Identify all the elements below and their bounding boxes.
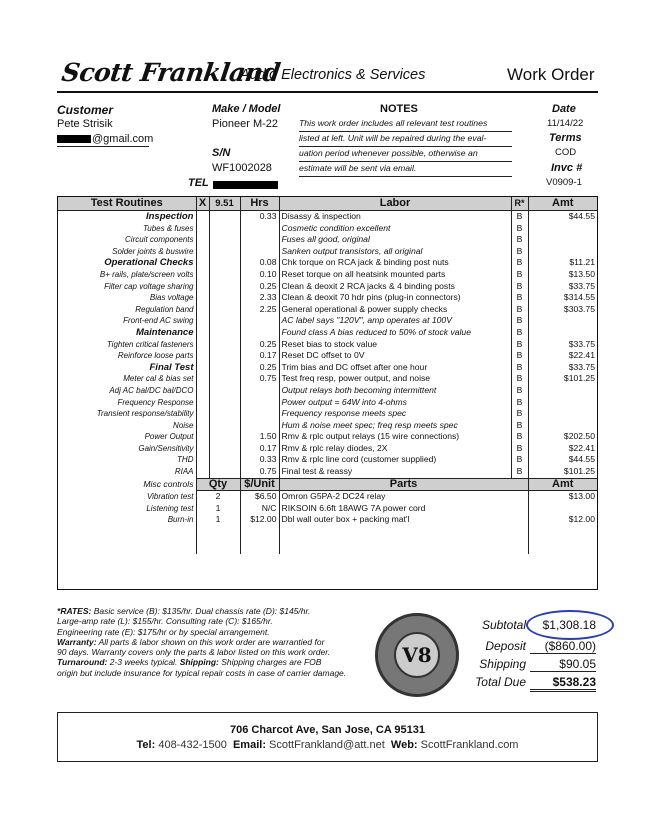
x-cell	[196, 397, 209, 409]
col-parts-amt: Amt	[528, 478, 597, 491]
terms-value: COD	[555, 147, 577, 158]
hrs-cell	[240, 397, 279, 409]
rate-cell	[209, 397, 240, 409]
notes-label: NOTES	[380, 103, 418, 115]
rate-cell	[209, 454, 240, 466]
routine-cell: Burn-in	[167, 515, 194, 525]
hrs-cell: 0.25	[240, 281, 279, 293]
x-cell	[196, 350, 209, 362]
rates-line: 2-3 weeks typical.	[109, 657, 178, 668]
labor-row	[58, 385, 597, 397]
labor-cell: AC label says "120V", amp operates at 100V	[279, 315, 511, 327]
x-cell	[196, 362, 209, 374]
footer-email-link[interactable]: ScottFrankland@att.net	[269, 739, 385, 751]
tel-label: TEL	[188, 177, 209, 189]
qty-cell: 1	[196, 503, 240, 515]
parts-header	[58, 478, 597, 491]
r-cell: B	[511, 385, 528, 397]
x-cell	[196, 304, 209, 316]
footer-web-label: Web:	[390, 739, 418, 751]
labor-cell: Clean & deoxit 2 RCA jacks & 4 binding posts	[279, 281, 511, 293]
footer-web-link[interactable]: ScottFrankland.com	[420, 739, 519, 751]
amt-cell	[528, 397, 597, 409]
notes-line: This work order includes all relevant test routines	[299, 116, 512, 132]
x-cell	[196, 454, 209, 466]
routine-cell: Reinforce loose parts	[117, 351, 194, 361]
customer-label: Customer	[57, 103, 114, 117]
rate-cell	[209, 211, 240, 223]
rate-cell	[209, 373, 240, 385]
rates-line: Engineering rate (E): $175/hr or by special arrangement.	[57, 626, 270, 637]
turnaround-label: Turnaround:	[57, 657, 108, 668]
part-cell: RIKSOIN 6.6ft 18AWG 7A power cord	[279, 503, 528, 515]
amt-cell: $44.55	[528, 211, 597, 223]
labor-row	[58, 315, 597, 327]
x-cell	[196, 234, 209, 246]
routine-cell: Listening test	[146, 503, 194, 513]
routine-cell: Adj AC bal/DC bal/DCO	[109, 385, 194, 395]
x-cell	[196, 211, 209, 223]
rate-cell	[209, 257, 240, 269]
terms-label: Terms	[549, 132, 582, 144]
r-cell: B	[511, 362, 528, 374]
rates-line: origin but include insurance for typical repair costs in case of carrier damage.	[57, 667, 347, 678]
table-header	[58, 197, 597, 211]
hrs-cell: 0.75	[240, 466, 279, 478]
rates-star: *	[57, 606, 61, 616]
amt-cell	[528, 246, 597, 258]
amt-cell	[528, 408, 597, 420]
x-cell	[196, 443, 209, 455]
hrs-cell	[240, 327, 279, 339]
rate-cell	[209, 327, 240, 339]
col-unit: $/Unit	[240, 478, 279, 491]
labor-cell: Reset DC offset to 0V	[279, 350, 511, 362]
r-cell: B	[511, 454, 528, 466]
hrs-cell	[240, 420, 279, 432]
customer-name: Pete Strisik	[57, 118, 113, 130]
rate-cell	[209, 408, 240, 420]
amt-cell: $22.41	[528, 443, 597, 455]
notes-line: listed at left. Unit will be repaired during the eval-	[299, 131, 512, 147]
x-cell	[196, 373, 209, 385]
amt-cell	[528, 420, 597, 432]
date-label: Date	[552, 103, 576, 115]
hrs-cell: 0.10	[240, 269, 279, 281]
col-x: X	[196, 197, 209, 211]
unit-cell: $12.00	[240, 514, 279, 526]
r-cell: B	[511, 223, 528, 235]
rate-cell	[209, 431, 240, 443]
model-value: Pioneer M-22	[212, 118, 279, 130]
col-amt: Amt	[528, 197, 597, 211]
rate-cell	[209, 362, 240, 374]
model-label: Make / Model	[212, 103, 281, 115]
r-cell: B	[511, 211, 528, 223]
routine-cell: Tighten critical fasteners	[106, 339, 194, 349]
labor-cell: Output relays both becoming intermittent	[279, 385, 511, 397]
x-cell	[196, 339, 209, 351]
subtotal-value: $1,308.18	[542, 618, 596, 632]
part-amt-cell: $13.00	[528, 491, 597, 503]
page-title: Work Order	[507, 65, 595, 84]
hrs-cell: 0.17	[240, 350, 279, 362]
routine-cell: Meter cal & bias set	[123, 374, 194, 384]
hrs-cell	[240, 246, 279, 258]
amt-cell: $202.50	[528, 431, 597, 443]
col-labor: Labor	[279, 197, 511, 211]
amt-cell: $33.75	[528, 339, 597, 351]
col-parts: Parts	[279, 478, 528, 491]
x-cell	[196, 246, 209, 258]
labor-row	[58, 304, 597, 316]
routine-cell: Regulation band	[135, 304, 194, 314]
parts-row	[58, 491, 597, 503]
hrs-cell	[240, 385, 279, 397]
labor-row	[58, 339, 597, 351]
labor-row	[58, 362, 597, 374]
routine-cell: Circuit components	[125, 235, 194, 245]
header-rule	[57, 91, 598, 93]
redaction-bar	[57, 135, 91, 143]
x-cell	[196, 257, 209, 269]
parts-row	[58, 503, 597, 515]
routine-cell: Vibration test	[146, 492, 194, 501]
routine-cell: Final Test	[149, 361, 194, 373]
r-cell: B	[511, 269, 528, 281]
r-cell: B	[511, 443, 528, 455]
routine-cell: Tubes & fuses	[142, 223, 194, 233]
routine-cell: Filter cap voltage sharing	[104, 281, 194, 291]
sn-label: S/N	[212, 147, 231, 159]
r-cell: B	[511, 408, 528, 420]
hrs-cell	[240, 223, 279, 235]
labor-cell: Rmv & rplc relay diodes, 2X	[279, 443, 511, 455]
amt-cell	[528, 223, 597, 235]
rate-cell	[209, 281, 240, 293]
hrs-cell: 2.25	[240, 304, 279, 316]
part-cell: Omron G5PA-2 DC24 relay	[279, 491, 528, 503]
labor-cell: Reset torque on all heatsink mounted parts	[279, 269, 511, 281]
tagline: Audio Electronics & Services	[240, 67, 426, 83]
amt-cell: $314.55	[528, 292, 597, 304]
hrs-cell	[240, 408, 279, 420]
labor-row	[58, 269, 597, 281]
routine-cell: Noise	[173, 420, 194, 430]
seal-center: V8	[394, 632, 440, 678]
amt-cell: $44.55	[528, 454, 597, 466]
labor-cell: General operational & power supply checks	[279, 304, 511, 316]
r-cell: B	[511, 281, 528, 293]
routine-cell: Inspection	[145, 211, 194, 222]
x-cell	[196, 408, 209, 420]
rate-cell	[209, 339, 240, 351]
hrs-cell: 0.25	[240, 339, 279, 351]
tel-redaction	[213, 181, 278, 189]
r-cell: B	[511, 246, 528, 258]
col-r: R*	[511, 197, 528, 211]
hrs-cell: 1.50	[240, 431, 279, 443]
invoice-label: Invc #	[551, 162, 583, 174]
amt-cell: $11.21	[528, 257, 597, 269]
x-cell	[196, 420, 209, 432]
r-cell: B	[511, 292, 528, 304]
labor-row	[58, 420, 597, 432]
routine-cell: Gain/Sensitivity	[138, 443, 194, 453]
r-cell: B	[511, 350, 528, 362]
labor-cell: Chk torque on RCA jack & binding post nuts	[279, 257, 511, 269]
x-cell	[196, 269, 209, 281]
labor-cell: Test freq resp, power output, and noise	[279, 373, 511, 385]
shipping-label: Shipping	[479, 657, 526, 671]
part-amt-cell	[528, 503, 597, 515]
rates-line: Shipping charges are FOB	[221, 657, 322, 668]
amt-cell: $33.75	[528, 281, 597, 293]
rate-cell	[209, 304, 240, 316]
routine-cell: Operational Checks	[104, 257, 194, 269]
rates-note	[57, 606, 361, 678]
amt-cell: $13.50	[528, 269, 597, 281]
labor-row	[58, 257, 597, 269]
rate-cell	[209, 246, 240, 258]
labor-row	[58, 246, 597, 258]
labor-row	[58, 408, 597, 420]
notes-line: estimate will be sent via email.	[299, 161, 512, 177]
footer-tel[interactable]: 408-432-1500	[158, 739, 227, 751]
rate-cell	[209, 420, 240, 432]
hrs-cell	[240, 315, 279, 327]
deposit-value: ($860.00)	[530, 639, 596, 654]
rates-line: 90 days. Warranty covers only the parts & labor listed on this work order.	[57, 647, 331, 658]
routine-cell: Front-end AC swing	[123, 316, 194, 326]
col-routines: Test Routines	[58, 197, 196, 211]
part-amt-cell: $12.00	[528, 514, 597, 526]
routine-cell: Misc controls	[143, 478, 194, 489]
labor-row	[58, 234, 597, 246]
amt-cell: $22.41	[528, 350, 597, 362]
rate-cell	[209, 443, 240, 455]
rate-cell	[209, 385, 240, 397]
unit-cell: $6.50	[240, 491, 279, 503]
rate-cell	[209, 466, 240, 478]
x-cell	[196, 315, 209, 327]
x-cell	[196, 292, 209, 304]
brand-logo: Scott Frankland	[59, 58, 282, 87]
r-cell: B	[511, 327, 528, 339]
qty-cell: 1	[196, 514, 240, 526]
labor-cell: Sanken output transistors, all original	[279, 246, 511, 258]
footer-address-box	[57, 712, 598, 762]
unit-cell: N/C	[240, 503, 279, 515]
r-cell: B	[511, 431, 528, 443]
r-cell: B	[511, 466, 528, 478]
col-rate: 9.51	[209, 197, 240, 211]
routine-cell: Solder joints & buswire	[112, 246, 194, 256]
labor-cell: Found class A bias reduced to 50% of stock value	[279, 327, 511, 339]
labor-cell: Final test & reassy	[279, 466, 511, 478]
date-value: 11/14/22	[547, 118, 584, 129]
labor-row	[58, 223, 597, 235]
rate-cell	[209, 234, 240, 246]
labor-cell: Rmv & rplc output relays (15 wire connections)	[279, 431, 511, 443]
labor-row	[58, 211, 597, 223]
shipping-value: $90.05	[530, 657, 596, 672]
x-cell	[196, 327, 209, 339]
amt-cell	[528, 327, 597, 339]
rates-line: All parts & labor shown on this work order are warrantied for	[98, 636, 325, 647]
labor-cell: Clean & deoxit 70 hdr pins (plug-in connectors)	[279, 292, 511, 304]
warranty-label: Warranty:	[57, 636, 97, 647]
r-cell: B	[511, 397, 528, 409]
hrs-cell: 0.25	[240, 362, 279, 374]
qty-cell: 2	[196, 491, 240, 503]
routine-cell: Frequency Response	[117, 397, 194, 407]
labor-row	[58, 454, 597, 466]
amt-cell: $33.75	[528, 362, 597, 374]
r-cell: B	[511, 304, 528, 316]
routine-cell: Transient response/stability	[96, 409, 194, 419]
col-qty: Qty	[196, 478, 240, 491]
labor-row	[58, 466, 597, 478]
rate-cell	[209, 350, 240, 362]
footer-tel-label: Tel:	[136, 739, 156, 751]
routine-cell: Maintenance	[135, 326, 194, 338]
deposit-label: Deposit	[485, 639, 526, 653]
notes-line: uation period whenever possible, otherwise an	[299, 146, 512, 162]
labor-row	[58, 397, 597, 409]
customer-email-domain: @gmail.com	[92, 133, 154, 145]
labor-row	[58, 292, 597, 304]
r-cell: B	[511, 234, 528, 246]
routine-cell: RIAA	[174, 467, 194, 477]
part-cell: Dbl wall outer box + packing mat'l	[279, 514, 528, 526]
col-hrs: Hrs	[240, 197, 279, 211]
labor-cell: Fuses all good, original	[279, 234, 511, 246]
labor-cell: Reset bias to stock value	[279, 339, 511, 351]
labor-cell: Trim bias and DC offset after one hour	[279, 362, 511, 374]
amt-cell: $101.25	[528, 466, 597, 478]
x-cell	[196, 431, 209, 443]
hrs-cell	[240, 234, 279, 246]
labor-cell: Power output = 64W into 4-ohms	[279, 397, 511, 409]
empty-row	[58, 526, 597, 540]
total-due-value: $538.23	[530, 675, 596, 692]
r-cell: B	[511, 339, 528, 351]
footer-email-label: Email:	[232, 739, 266, 751]
labor-row	[58, 350, 597, 362]
hrs-cell: 0.75	[240, 373, 279, 385]
amt-cell	[528, 385, 597, 397]
labor-cell: Rmv & rplc line cord (customer supplied)	[279, 454, 511, 466]
labor-row	[58, 373, 597, 385]
work-order-table	[57, 196, 598, 590]
routine-cell: Bias voltage	[149, 293, 194, 303]
routine-cell: Power Output	[144, 432, 194, 442]
customer-email	[57, 133, 154, 147]
x-cell	[196, 281, 209, 293]
shipping-label: Shipping:	[179, 657, 219, 668]
labor-row	[58, 443, 597, 455]
rate-cell	[209, 223, 240, 235]
routine-cell: B+ rails, plate/screen volts	[99, 269, 194, 279]
footer-address: 706 Charcot Ave, San Jose, CA 95131	[229, 724, 426, 736]
invoice-value: V0909-1	[546, 177, 582, 188]
r-cell: B	[511, 420, 528, 432]
x-cell	[196, 466, 209, 478]
hrs-cell: 0.33	[240, 211, 279, 223]
rates-line: Large-amp rate (L): $155/hr. Consulting rate (C): $165/hr.	[57, 616, 273, 627]
x-cell	[196, 223, 209, 235]
amt-cell: $303.75	[528, 304, 597, 316]
labor-cell: Disassy & inspection	[279, 211, 511, 223]
hrs-cell: 0.17	[240, 443, 279, 455]
rate-cell	[209, 315, 240, 327]
seal-logo	[375, 613, 459, 697]
labor-row	[58, 327, 597, 339]
hrs-cell: 2.33	[240, 292, 279, 304]
rates-label: RATES:	[60, 606, 92, 616]
total-due-label: Total Due	[475, 675, 526, 689]
labor-cell: Cosmetic condition excellent	[279, 223, 511, 235]
routine-cell: THD	[177, 455, 194, 465]
r-cell: B	[511, 257, 528, 269]
amt-cell: $101.25	[528, 373, 597, 385]
rates-line: Basic service (B): $135/hr. Dual chassis rate (D): $145/hr.	[93, 606, 311, 616]
amt-cell	[528, 315, 597, 327]
rate-cell	[209, 292, 240, 304]
x-cell	[196, 385, 209, 397]
labor-row	[58, 281, 597, 293]
r-cell: B	[511, 373, 528, 385]
amt-cell	[528, 234, 597, 246]
hrs-cell: 0.08	[240, 257, 279, 269]
r-cell: B	[511, 315, 528, 327]
labor-cell: Hum & noise meet spec; freq resp meets spec	[279, 420, 511, 432]
subtotal-label: Subtotal	[481, 618, 526, 632]
hrs-cell: 0.33	[240, 454, 279, 466]
rate-cell	[209, 269, 240, 281]
labor-cell: Frequency response meets spec	[279, 408, 511, 420]
empty-row	[58, 540, 597, 554]
sn-value: WF1002028	[212, 162, 272, 174]
parts-row	[58, 514, 597, 526]
labor-row	[58, 431, 597, 443]
